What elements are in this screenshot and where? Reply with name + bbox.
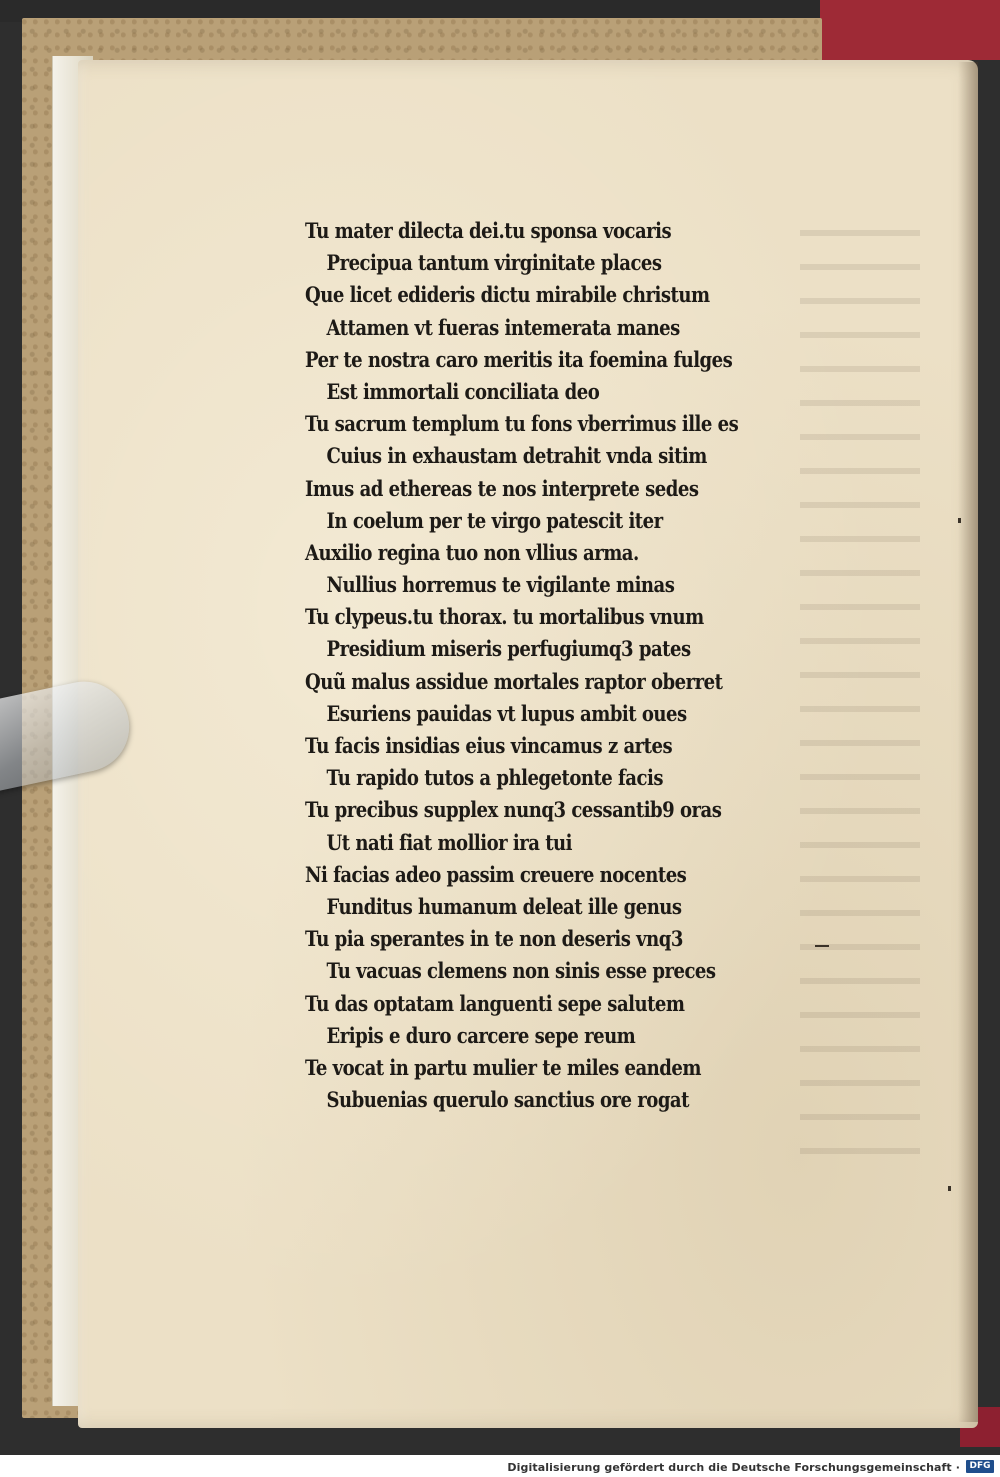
verse-line: Tu facis insidias eius vincamus z artes (305, 733, 673, 758)
verse-line: Imus ad ethereas te nos interprete sedes (305, 475, 699, 501)
verse-line: Funditus humanum deleat ille genus (326, 893, 682, 919)
footer-bar (0, 1455, 1000, 1477)
verse-line: Precipua tantum virginitate places (326, 250, 662, 276)
verse-line: Cuius in exhaustam detrahit vnda sitim (326, 443, 707, 469)
verse-line: Tu mater dilecta dei.tu sponsa vocaris (305, 218, 672, 243)
verse-line: Tu rapido tutos a phlegetonte facis (326, 765, 663, 791)
verse-line: Tu sacrum templum tu fons vberrimus ille es (305, 411, 739, 437)
verse-line: Subuenias querulo sanctius ore rogat (326, 1087, 689, 1113)
spine-cloth (820, 0, 1000, 60)
verse-line: Quũ malus assidue mortales raptor oberret (305, 668, 723, 694)
page-curl-shadow (958, 62, 978, 1422)
verse-line: Que licet edideris dictu mirabile christum (305, 282, 710, 308)
margin-speck (948, 1186, 951, 1191)
verse-line: Auxilio regina tuo non vllius arma. (305, 539, 639, 565)
verse-line: Eripis e duro carcere sepe reum (326, 1022, 636, 1048)
dfg-logo: DFG (966, 1460, 994, 1473)
margin-dash (815, 945, 829, 947)
margin-speck (958, 518, 961, 523)
verse-line: Ni facias adeo passim creuere nocentes (305, 861, 687, 887)
verse-line: Ut nati fiat mollior ira tui (326, 829, 573, 855)
verse-line: In coelum per te virgo patescit iter (326, 507, 663, 533)
verse-line: Tu precibus supplex nunq3 cessantib9 oras (305, 797, 722, 823)
verse-line: Te vocat in partu mulier te miles eandem (305, 1054, 701, 1080)
verse-line: Tu pia sperantes in te non deseris vnq3 (305, 926, 683, 952)
verse-line: Per te nostra caro meritis ita foemina fulges (305, 346, 733, 372)
verse-line: Est immortali conciliata deo (326, 378, 600, 404)
verse-text-block (305, 215, 765, 1116)
verse-line: Presidium miseris perfugiumq3 pates (326, 636, 691, 662)
verse-line: Nullius horremus te vigilante minas (326, 572, 675, 598)
funding-credit: Digitalisierung gefördert durch die Deutsche Forschungsgemeinschaft · (507, 1461, 960, 1474)
verse-line: Esuriens pauidas vt lupus ambit oues (326, 700, 687, 726)
verse-line: Tu vacuas clemens non sinis esse preces (326, 958, 716, 984)
show-through-text (800, 230, 920, 1180)
verse-line: Attamen vt fueras intemerata manes (326, 314, 680, 340)
verse-line: Tu das optatam languenti sepe salutem (305, 990, 685, 1016)
verse-line: Tu clypeus.tu thorax. tu mortalibus vnum (305, 604, 704, 630)
